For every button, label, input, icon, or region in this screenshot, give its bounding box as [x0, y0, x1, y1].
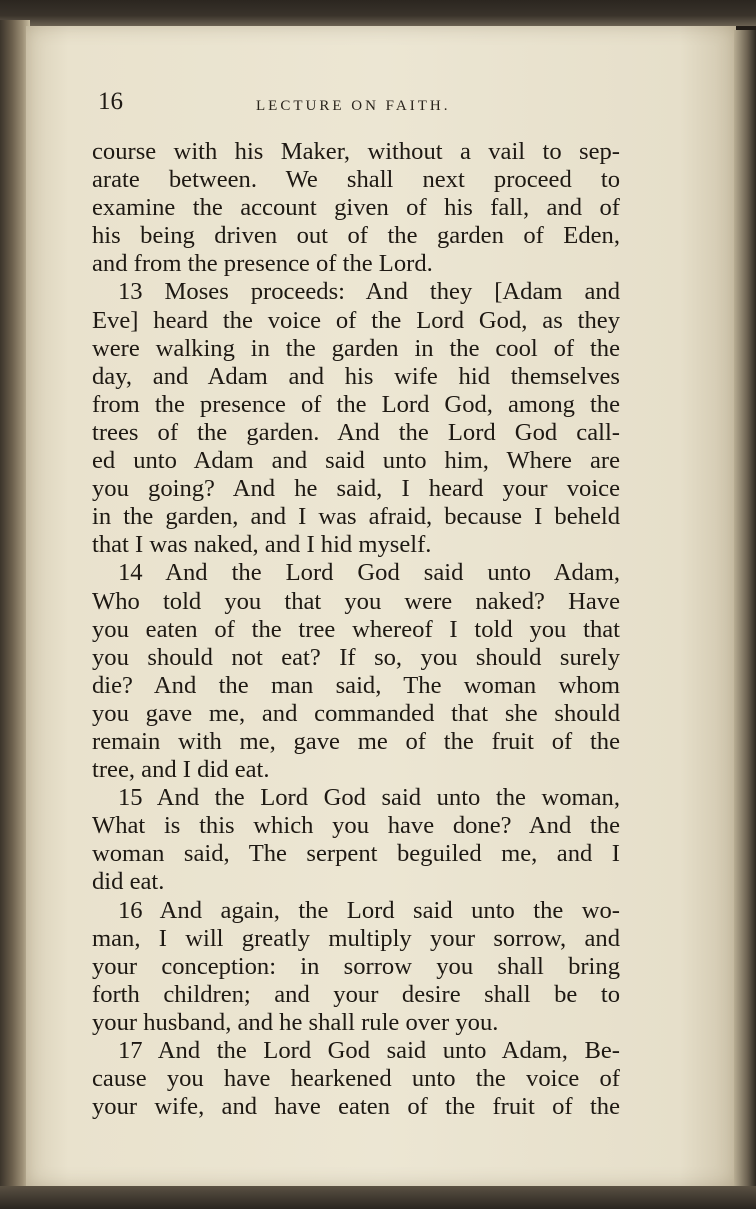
text-line: tree, and I did eat.: [92, 756, 270, 784]
text-line: forth children; and your desire shall be to: [92, 980, 620, 1008]
text-line: Eve] heard the voice of the Lord God, as they: [92, 306, 620, 334]
text-line: ed unto Adam and said unto him, Where are: [92, 447, 620, 475]
page-number: 16: [98, 88, 123, 115]
text-line: cause you have hearkened unto the voice of: [92, 1065, 620, 1093]
text-line: 16 And again, the Lord said unto the wo-: [118, 896, 620, 924]
text-line: die? And the man said, The woman whom: [92, 671, 620, 699]
text-line: in the garden, and I was afraid, because I beheld: [92, 503, 620, 531]
text-line: you gave me, and commanded that she should: [92, 699, 620, 727]
bottom-edge: [0, 1186, 756, 1209]
page-header: [70, 88, 630, 122]
text-line: remain with me, gave me of the fruit of the: [92, 727, 620, 755]
text-line: woman said, The serpent beguiled me, and I: [92, 840, 620, 868]
text-line: you should not eat? If so, you should surely: [92, 643, 620, 671]
text-line: did eat.: [92, 868, 165, 896]
text-line: What is this which you have done? And the: [92, 812, 620, 840]
text-line: your wife, and have eaten of the fruit of the: [92, 1093, 620, 1121]
body-text: [92, 138, 620, 1121]
text-line: his being driven out of the garden of Eden,: [92, 222, 620, 250]
text-line: your husband, and he shall rule over you.: [92, 1008, 499, 1036]
text-line: course with his Maker, without a vail to sep-: [92, 138, 620, 165]
right-edge: [734, 30, 756, 1190]
text-line: trees of the garden. And the Lord God call-: [92, 418, 620, 446]
text-line: from the presence of the Lord God, among the: [92, 390, 620, 418]
text-line: arate between. We shall next proceed to: [92, 166, 620, 194]
text-line: your conception: in sorrow you shall bring: [92, 952, 620, 980]
text-line: that I was naked, and I hid myself.: [92, 531, 432, 559]
text-line: man, I will greatly multiply your sorrow, and: [92, 924, 620, 952]
running-head: LECTURE ON FAITH.: [256, 98, 451, 114]
text-line: you eaten of the tree whereof I told you that: [92, 615, 620, 643]
text-line: examine the account given of his fall, and of: [92, 194, 620, 222]
text-line: were walking in the garden in the cool of the: [92, 334, 620, 362]
text-line: day, and Adam and his wife hid themselves: [92, 362, 620, 390]
top-edge: [0, 0, 756, 26]
text-line: 14 And the Lord God said unto Adam,: [118, 559, 620, 587]
text-line: 13 Moses proceeds: And they [Adam and: [118, 278, 620, 306]
text-line: you going? And he said, I heard your voice: [92, 475, 620, 503]
text-line: and from the presence of the Lord.: [92, 250, 433, 278]
text-line: 15 And the Lord God said unto the woman,: [118, 784, 620, 812]
text-line: Who told you that you were naked? Have: [92, 587, 620, 615]
text-line: 17 And the Lord God said unto Adam, Be-: [118, 1037, 620, 1064]
